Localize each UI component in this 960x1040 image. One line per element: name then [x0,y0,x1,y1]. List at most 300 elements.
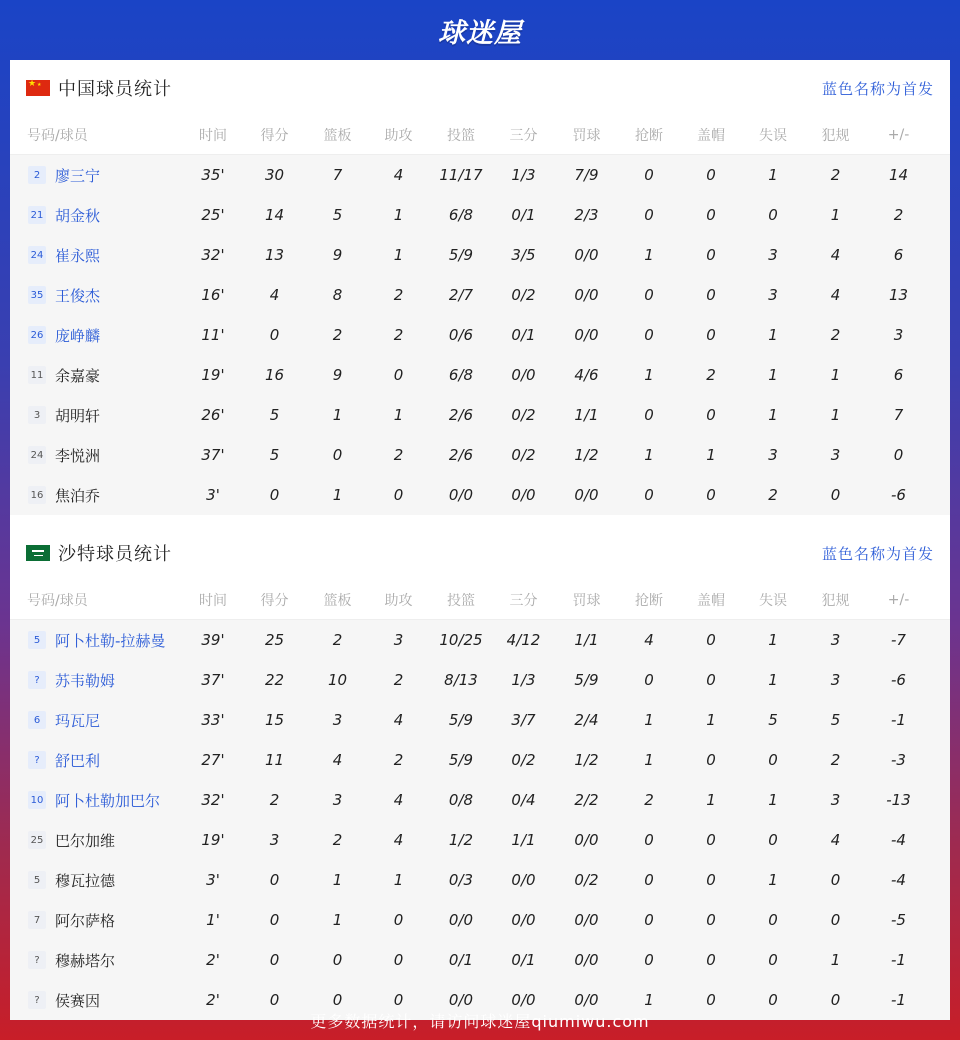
stat-cell: 0 [706,871,716,889]
stat-cell: 1/2 [574,751,599,769]
stat-cell: 0 [706,286,716,304]
stat-cell: 1 [768,406,778,424]
stat-cell: 0 [768,951,778,969]
stat-cell: 8/13 [444,671,478,689]
stat-cell: 0/0 [574,991,599,1009]
stat-cell: 2 [269,791,280,809]
stat-cell: 1 [644,366,654,384]
player-cell [10,780,185,820]
stat-cell: 0 [269,991,280,1009]
player-cell [10,940,185,980]
stat-cell: 26' [201,406,225,424]
player-cell [10,435,185,475]
stat-cell: 0 [269,486,280,504]
player-row[interactable] [10,940,950,980]
stat-cell: 5 [269,446,280,464]
section-header-left [26,75,172,101]
stat-cell: 0 [332,991,343,1009]
stat-cell: 5 [768,711,778,729]
player-cell [10,235,185,275]
stat-cell: 0/0 [574,951,599,969]
stat-cell: 1 [393,406,404,424]
stat-cell: 4/12 [506,631,541,649]
player-name[interactable]: 苏韦勒姆 [55,671,116,690]
section-header [10,60,950,116]
stat-cell: 0 [768,991,778,1009]
stat-cell: 19' [201,831,225,849]
stat-cell: 7 [332,166,343,184]
stat-cell: 4 [830,831,841,849]
player-row[interactable] [10,235,950,275]
stat-cell: 6/8 [448,206,474,224]
player-name[interactable]: 王俊杰 [55,286,101,305]
stat-cell: 1 [332,871,343,889]
section-header [10,525,950,581]
player-row[interactable] [10,435,950,475]
stat-cell: 0 [644,406,654,424]
jersey-number-badge: ? [28,671,46,689]
stat-cell: 3/5 [511,246,536,264]
player-row[interactable] [10,275,950,315]
stat-cell: 1 [706,791,716,809]
footer-banner[interactable] [0,1000,960,1040]
player-name[interactable]: 玛瓦尼 [55,711,101,730]
jersey-number-badge: ? [28,991,46,1009]
player-cell [10,395,185,435]
stat-cell: 4 [393,831,404,849]
stat-cell: 0 [644,831,654,849]
column-header: 三分 [509,593,538,609]
stat-cell: 0 [830,991,841,1009]
stat-cell: 0 [644,911,654,929]
stat-cell: 25' [201,206,225,224]
stat-cell: 6/8 [448,366,474,384]
stat-cell: 1 [706,711,716,729]
player-name[interactable]: 阿卜杜勒-拉赫曼 [55,631,166,650]
column-header: 号码/球员 [27,128,88,144]
stat-cell: 0 [768,751,778,769]
column-header: +/- [887,127,910,143]
stat-cell: 0/0 [448,991,474,1009]
starter-legend-note: 蓝色名称为首发 [821,79,934,98]
player-row[interactable] [10,155,950,195]
top-header [0,0,960,60]
stat-cell: 0 [706,206,716,224]
stat-cell: 0 [706,831,716,849]
stat-cell: 0 [893,446,904,464]
stat-cell: 0 [706,751,716,769]
saudi-flag-icon [26,545,50,561]
stat-cell: 0 [830,486,841,504]
stat-cell: 0 [393,991,404,1009]
stat-cell: 5/9 [574,671,599,689]
stat-cell: 2 [768,486,778,504]
column-header: 三分 [509,128,538,144]
stat-cell: 5 [269,406,280,424]
section-gap [10,515,950,525]
stat-cell: 1 [768,631,778,649]
stat-cell: 3 [768,446,778,464]
stat-cell: 2/6 [448,406,474,424]
stat-cell: 0 [768,206,778,224]
jersey-number-badge: 2 [28,166,46,184]
column-header: +/- [887,592,910,608]
stat-cell: 0/2 [511,406,536,424]
stat-cell: 1 [768,671,778,689]
stat-cell: 3 [830,791,841,809]
column-header: 犯规 [821,128,850,144]
player-row[interactable] [10,395,950,435]
stat-cell: 2 [644,791,654,809]
stat-cell: 10/25 [439,631,483,649]
player-row[interactable] [10,475,950,515]
stat-cell: 33' [201,711,225,729]
stat-cell: 0/2 [511,751,536,769]
stat-cell: 0/0 [448,911,474,929]
stat-cell: 2 [893,206,904,224]
player-row[interactable] [10,355,950,395]
stat-cell: 0 [644,951,654,969]
stats-table [10,116,950,515]
footer-text[interactable]: 更多数据统计，请访问球迷屋qiumiwu.com [310,1011,650,1031]
stat-cell: -1 [891,991,906,1009]
stat-cell: 6 [893,246,904,264]
jersey-number-badge: 5 [28,871,46,889]
stat-cell: 2/2 [574,791,599,809]
column-header: 犯规 [821,593,850,609]
stat-cell: 3' [206,871,220,889]
player-name[interactable]: 阿卜杜勒加巴尔 [55,791,161,810]
stat-cell: 1 [332,486,343,504]
column-header: 篮板 [323,128,352,144]
stat-cell: 4 [830,286,841,304]
stat-cell: 7/9 [574,166,599,184]
stat-cell: 1' [206,911,220,929]
stat-cell: 2' [206,991,220,1009]
jersey-number-badge: 25 [28,831,46,849]
stat-cell: 3 [893,326,904,344]
stat-cell: 1 [644,751,654,769]
stat-cell: 0/0 [448,486,474,504]
stat-cell: 13 [888,286,909,304]
stat-cell: 0/0 [574,246,599,264]
player-row[interactable] [10,195,950,235]
player-row[interactable] [10,780,950,820]
player-cell [10,355,185,395]
jersey-number-badge: ? [28,951,46,969]
stat-cell: 5 [830,711,841,729]
stat-cell: 11/17 [439,166,483,184]
stat-cell: 2 [830,751,841,769]
stat-cell: 0/2 [511,286,536,304]
stat-cell: 3 [768,286,778,304]
column-header: 时间 [199,128,227,144]
player-cell [10,900,185,940]
stat-cell: 3 [768,246,778,264]
stat-cell: 0 [706,486,716,504]
stat-cell: 5/9 [448,751,474,769]
column-header: 助攻 [384,128,413,144]
jersey-number-badge: 21 [28,206,46,224]
player-name[interactable]: 焦泊乔 [55,486,101,505]
stat-cell: 2/4 [574,711,599,729]
stat-cell: 1 [768,166,778,184]
jersey-number-badge: 6 [28,711,46,729]
stat-cell: 1 [768,791,778,809]
stat-cell: 4 [332,751,343,769]
stat-cell: 0/0 [511,486,536,504]
stat-cell: 5/9 [448,246,474,264]
stat-cell: 0/0 [511,871,536,889]
player-row[interactable] [10,660,950,700]
player-name[interactable]: 崔永熙 [55,246,101,265]
player-row[interactable] [10,700,950,740]
stat-cell: 19' [201,366,225,384]
stat-cell: 25 [264,631,285,649]
stat-cell: 32' [201,791,225,809]
stat-cell: 9 [332,246,343,264]
stat-cell: 2 [332,631,343,649]
player-name[interactable]: 胡明轩 [55,406,101,425]
stat-cell: 10 [327,671,348,689]
player-cell [10,660,185,700]
stat-cell: 3 [269,831,280,849]
stat-cell: 0 [644,871,654,889]
player-cell [10,740,185,780]
stat-cell: 1 [393,871,404,889]
stat-cell: 4 [393,711,404,729]
stat-cell: 0 [269,951,280,969]
stat-cell: 1/3 [511,671,536,689]
stat-cell: 1 [706,446,716,464]
jersey-number-badge: 16 [28,486,46,504]
stat-cell: 1 [768,326,778,344]
stat-cell: 0/1 [511,206,536,224]
player-name[interactable]: 侯赛因 [55,991,101,1010]
stat-cell: 1/1 [574,631,599,649]
stat-cell: 1 [644,246,654,264]
stat-cell: 1 [768,366,778,384]
player-cell [10,155,185,195]
stat-cell: 13 [264,246,285,264]
column-header: 失误 [759,593,787,609]
stat-cell: 8 [332,286,343,304]
stats-card [10,60,950,1010]
player-row[interactable] [10,860,950,900]
player-row[interactable] [10,620,950,660]
stat-cell: 22 [264,671,285,689]
stat-cell: 0 [644,326,654,344]
player-row[interactable] [10,315,950,355]
jersey-number-badge: 3 [28,406,46,424]
stat-cell: 11' [201,326,225,344]
player-name[interactable]: 胡金秋 [55,206,101,225]
stat-cell: 1/3 [511,166,536,184]
stat-cell: 4 [393,166,404,184]
stat-cell: 0/1 [448,951,474,969]
player-cell [10,195,185,235]
stat-cell: -5 [891,911,906,929]
player-name[interactable]: 巴尔加维 [55,831,116,850]
jersey-number-badge: 10 [28,791,46,809]
player-name[interactable]: 穆瓦拉德 [55,871,116,890]
column-header: 投篮 [447,128,475,144]
team-sections [10,60,950,1020]
stat-cell: 0/2 [574,871,599,889]
player-cell [10,820,185,860]
stat-cell: -13 [886,791,911,809]
stat-cell: 0 [706,951,716,969]
stat-cell: 2 [393,446,404,464]
stat-cell: 0/0 [574,911,599,929]
stat-cell: 32' [201,246,225,264]
player-name[interactable]: 舒巴利 [55,751,101,770]
player-cell [10,700,185,740]
stat-cell: 3 [393,631,404,649]
stat-cell: 9 [332,366,343,384]
player-name[interactable]: 廖三宁 [55,166,101,185]
stat-cell: 3 [332,791,343,809]
jersey-number-badge: 26 [28,326,46,344]
section-title: 沙特球员统计 [58,544,172,565]
stat-cell: 0/4 [511,791,536,809]
stat-cell: 2 [393,286,404,304]
stat-cell: 14 [264,206,285,224]
section-title: 中国球员统计 [58,79,172,100]
starter-legend-note: 蓝色名称为首发 [821,544,934,563]
column-header: 盖帽 [697,593,725,609]
stat-cell: -6 [891,486,906,504]
team-section [10,60,950,525]
stat-cell: 35' [201,166,225,184]
stat-cell: 0 [706,246,716,264]
stat-cell: -3 [891,751,906,769]
stat-cell: 0/1 [511,326,536,344]
stat-cell: 1 [830,206,841,224]
stat-cell: 3 [830,631,841,649]
player-cell [10,315,185,355]
stat-cell: 2/3 [574,206,599,224]
stat-cell: 39' [201,631,225,649]
stat-cell: 0/8 [448,791,474,809]
stat-cell: 0 [706,991,716,1009]
jersey-number-badge: 24 [28,446,46,464]
stat-cell: 1/1 [511,831,536,849]
stat-cell: 30 [264,166,285,184]
player-cell [10,860,185,900]
stat-cell: -1 [891,951,906,969]
stat-cell: 0/6 [448,326,474,344]
china-flag-icon [26,80,50,96]
stat-cell: 0/2 [511,446,536,464]
stat-cell: 0/0 [574,831,599,849]
stat-cell: 0 [644,486,654,504]
stat-cell: 1 [332,911,343,929]
stat-cell: 2 [332,326,343,344]
stat-cell: 1 [644,991,654,1009]
player-cell [10,475,185,515]
stat-cell: 0 [706,671,716,689]
stat-cell: 1 [393,246,404,264]
player-name[interactable]: 阿尔萨格 [55,911,116,930]
stat-cell: 4 [393,791,404,809]
jersey-number-badge: 7 [28,911,46,929]
stat-cell: 6 [893,366,904,384]
stat-cell: 1 [644,711,654,729]
stat-cell: 16 [264,366,285,384]
stat-cell: 0 [393,486,404,504]
stat-cell: 2' [206,951,220,969]
player-name[interactable]: 庞峥麟 [55,326,101,345]
column-header: 罚球 [572,593,601,609]
stat-cell: 4 [830,246,841,264]
stat-cell: 1 [644,446,654,464]
jersey-number-badge: 5 [28,631,46,649]
player-row[interactable] [10,820,950,860]
table-header-row [10,581,950,620]
player-name[interactable]: 余嘉豪 [55,366,101,385]
stat-cell: 3' [206,486,220,504]
stat-cell: 14 [888,166,909,184]
stat-cell: 0 [269,326,280,344]
stat-cell: 0 [393,366,404,384]
stat-cell: 1 [830,406,841,424]
stat-cell: 1 [830,366,841,384]
column-header: 盖帽 [697,128,725,144]
column-header: 篮板 [323,593,352,609]
player-name[interactable]: 穆赫塔尔 [55,951,116,970]
section-header-left [26,540,172,566]
stat-cell: 2 [393,751,404,769]
stat-cell: 0 [644,671,654,689]
stat-cell: 0 [768,911,778,929]
stat-cell: 0 [393,951,404,969]
stat-cell: 1/2 [448,831,474,849]
stat-cell: 0/0 [511,366,536,384]
stat-cell: 37' [201,671,225,689]
stat-cell: 27' [201,751,225,769]
column-header: 号码/球员 [27,593,88,609]
stat-cell: 0 [644,286,654,304]
stat-cell: 0/0 [574,486,599,504]
stat-cell: 2 [830,326,841,344]
stat-cell: 5 [332,206,343,224]
stat-cell: 2 [393,326,404,344]
stat-cell: 0 [332,951,343,969]
stat-cell: 2 [830,166,841,184]
stat-cell: -4 [891,871,906,889]
stat-cell: 0 [768,831,778,849]
stat-cell: 5/9 [448,711,474,729]
stat-cell: 7 [893,406,904,424]
column-header: 抢断 [635,128,663,144]
stat-cell: 0 [269,911,280,929]
stat-cell: 1/1 [574,406,599,424]
player-name[interactable]: 李悦洲 [55,446,101,465]
stat-cell: 3 [830,671,841,689]
stat-cell: -6 [891,671,906,689]
column-header: 罚球 [572,128,601,144]
jersey-number-badge: ? [28,751,46,769]
stat-cell: 4 [644,631,654,649]
stat-cell: 15 [264,711,285,729]
column-header: 助攻 [384,593,413,609]
player-row[interactable] [10,900,950,940]
stat-cell: 2/7 [448,286,474,304]
player-row[interactable] [10,740,950,780]
stat-cell: 0/0 [511,911,536,929]
stat-cell: 1 [332,406,343,424]
